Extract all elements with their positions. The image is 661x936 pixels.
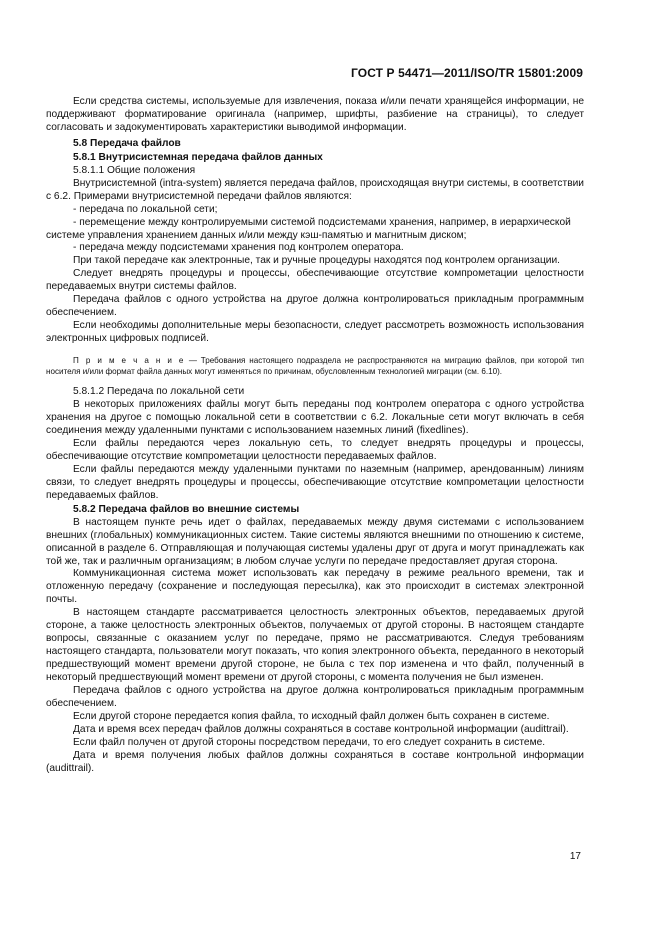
- paragraph-external-3: В настоящем стандарте рассматривается целостность электронных объектов, передаваемых другой стороне, а также целостность электронных объектов, получаемых от другой стороны. В настоящем стандарте вопросы, связанные с оказанием услуг по передаче, прямо не рассматриваются. Следуя требованиям настоящего стандарта, пользователи могут показать, что копия электронного объекта, переданного в некоторый предшествующий момент времени другой стороне, не была с тех пор изменена и что файл, полученный в некоторый предшествующий момент времени от другой стороны, с момента получения не был изменен.: [46, 607, 584, 684]
- paragraph-external-8: Дата и время получения любых файлов должны сохраняться в составе контрольной информации (audittrail).: [46, 749, 584, 774]
- paragraph-lan-2: Если файлы передаются через локальную сеть, то следует внедрять процедуры и процессы, обеспечивающие отсутствие компрометации целостности передаваемых файлов.: [46, 437, 584, 462]
- paragraph-security: Если необходимы дополнительные меры безопасности, следует рассмотреть возможность использования электронных цифровых подписей.: [46, 320, 584, 345]
- page-number: 17: [569, 851, 581, 862]
- paragraph-app-software: Передача файлов с одного устройства на другое должна контролироваться прикладным программным обеспечением.: [46, 294, 584, 319]
- note: [46, 355, 584, 377]
- paragraph-intra-system: Внутрисистемной (intra-system) является передача файлов, происходящая внутри системы, в соответствии с 6.2. Примерами внутрисистемной передачи файлов являются:: [46, 177, 584, 202]
- clause-heading-5-8-1-1: 5.8.1.1 Общие положения: [73, 164, 196, 176]
- paragraph-intro: Если средства системы, используемые для извлечения, показа и/или печати хранящейся информации, не поддерживают форматирование оригинала (например, шрифты, разбиение на страницы), то следует согласовать и задокументировать характеристики выводимой информации.: [46, 96, 584, 133]
- paragraph-external-4: Передача файлов с одного устройства на другое должна контролироваться прикладным программным обеспечением.: [46, 685, 584, 709]
- paragraph-external-5: Если другой стороне передается копия файла, то исходный файл должен быть сохранен в системе.: [73, 710, 550, 722]
- document-body: [46, 96, 584, 776]
- paragraph-control: При такой передаче как электронные, так и ручные процедуры находятся под контролем организации.: [73, 255, 560, 267]
- list-item-storage-move: - перемещение между контролируемыми системой подсистемами хранения, например, в иерархической системе управления хранением данных и/или между кэш-памятью и магнитным диском;: [46, 216, 571, 241]
- list-item-lan: - передача по локальной сети;: [73, 203, 218, 215]
- note-label: П р и м е ч а н и е: [73, 356, 186, 366]
- section-heading-5-8: 5.8 Передача файлов: [73, 137, 181, 149]
- paragraph-external-1: В настоящем пункте речь идет о файлах, передаваемых между двумя системами с использованием внешних (глобальных) коммуникационных систем. Такие системы являются внешними по отношению к системе, описанной в разделе 6. Отправляющая и получающая системы удалены друг от друга и могут принадлежать как той же, так и различным организациям; в любом случае услуги по передаче предоставляет другая сторона.: [46, 516, 584, 567]
- subsection-heading-5-8-1: 5.8.1 Внутрисистемная передача файлов данных: [73, 151, 323, 163]
- paragraph-integrity: Следует внедрять процедуры и процессы, обеспечивающие отсутствие компрометации целостности передаваемых внутри системы файлов.: [46, 268, 584, 293]
- subsection-heading-5-8-2: 5.8.2 Передача файлов во внешние системы: [73, 503, 300, 515]
- note-text: — Требования настоящего подраздела не распространяются на миграцию файлов, при которой тип носителя и/или формат файла данных могут изменяться по причинам, обусловленным технологией миграции (см. 6.10).: [46, 356, 584, 377]
- paragraph-external-7: Если файл получен от другой стороны посредством передачи, то его следует сохранить в системе.: [73, 736, 546, 748]
- list-item-operator-transfer: - передача между подсистемами хранения под контролем оператора.: [73, 242, 404, 254]
- paragraph-lan-1: В некоторых приложениях файлы могут быть переданы под контролем оператора с одного устройства хранения на другое с помощью локальной сети в соответствии с 6.2. Локальные сети могут включать в себя соединения между удаленными пунктами с использованием наземных линий (fixedlines).: [46, 399, 584, 436]
- clause-heading-5-8-1-2: 5.8.1.2 Передача по локальной сети: [73, 386, 245, 398]
- document-code-header: ГОСТ Р 54471—2011/ISO/TR 15801:2009: [351, 66, 583, 80]
- paragraph-lan-3: Если файлы передаются между удаленными пунктами по наземным (например, арендованным) линиям связи, то следует внедрять процедуры и процессы, обеспечивающие отсутствие компрометации целостности передаваемых файлов.: [46, 463, 584, 501]
- paragraph-external-2: Коммуникационная система может использовать как передачу в режиме реального времени, так и отложенную передачу (сохранение и последующая пересылка), как это происходит в системах электронной почты.: [46, 568, 584, 606]
- paragraph-external-6: Дата и время всех передач файлов должны сохраняться в составе контрольной информации (audittrail).: [73, 723, 569, 735]
